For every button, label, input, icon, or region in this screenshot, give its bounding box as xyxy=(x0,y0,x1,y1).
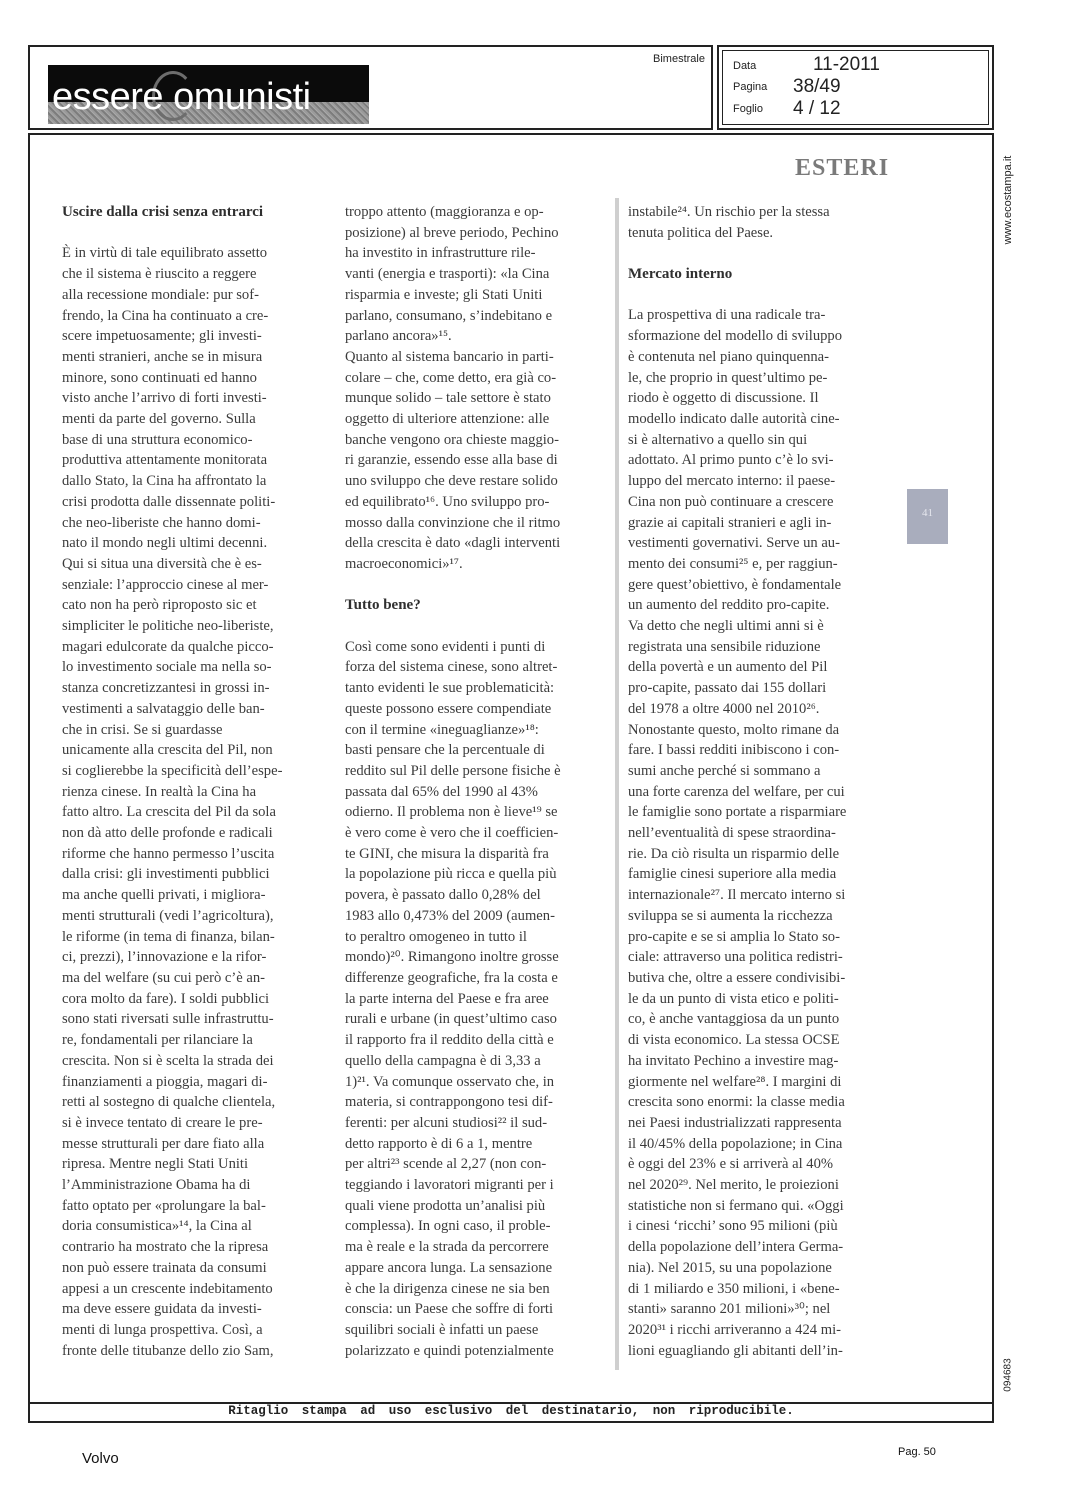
text-line: fatto altro. La crescita del Pil da sola xyxy=(62,804,276,821)
text-line: La prospettiva di una radicale tra- xyxy=(628,307,826,324)
text-line: della crescita è dato «dagli interventi xyxy=(345,535,561,552)
text-line: nel 2020²⁹. Nel merito, le proiezioni xyxy=(628,1177,839,1194)
text-line: ci, prezzi), l’innovazione e la rifor- xyxy=(62,949,267,966)
text-line: una forte carenza del welfare, per cui xyxy=(628,783,845,800)
text-line: vestimenti governativi. Serve un au- xyxy=(628,535,840,552)
text-line: doria consumistica»¹⁴, la Cina al xyxy=(62,1218,252,1235)
text-line: di 1 miliardo e 350 milioni, i «bene- xyxy=(628,1280,840,1297)
text-line: macroeconomici»¹⁷. xyxy=(345,555,463,572)
text-line: frendo, la Cina ha continuato a cre- xyxy=(62,307,269,324)
text-line: che in crisi. Se si guardasse xyxy=(62,721,223,738)
text-line: quali viene prodotta un’analisi più xyxy=(345,1197,546,1214)
text-line: butiva che, oltre a essere condivisibi- xyxy=(628,969,846,986)
text-line: lioni eguagliando gli abitanti dell’in- xyxy=(628,1342,843,1359)
text-line: menti da parte del governo. Sulla xyxy=(62,411,256,428)
text-line: ma del welfare (su cui però c’è an- xyxy=(62,970,265,986)
text-line: instabile²⁴. Un rischio per la stessa xyxy=(628,204,830,220)
text-line: dalla crisi: gli investimenti pubblici xyxy=(62,866,270,883)
text-line: modello indicato dalle autorità cine- xyxy=(628,411,840,427)
text-line: della popolazione dell’intera Germa- xyxy=(628,1239,844,1256)
text-line: banche vengono ora chieste maggio- xyxy=(345,431,559,448)
text-line: mondo)²⁰. Rimangono inoltre grosse xyxy=(345,949,559,966)
text-line: forza del sistema cinese, sono altret- xyxy=(345,659,558,676)
text-line: complessa). In ogni caso, il proble- xyxy=(345,1218,551,1235)
text-line: È in virtù di tale equilibrato assetto xyxy=(62,245,268,262)
text-line: fare. I bassi redditi inibiscono i con- xyxy=(628,742,840,759)
text-line: povera, è passato dallo 0,28% del xyxy=(345,887,541,904)
text-line: mosso dalla convinzione che il ritmo xyxy=(345,514,561,531)
text-line: grazie ai capitali stranieri e agli in- xyxy=(628,514,832,531)
text-line: ma è reale e la strada da percorrere xyxy=(345,1239,549,1256)
text-line: conscia: un Paese che soffre di forti xyxy=(345,1301,554,1318)
text-line: te GINI, che misura la disparità fra xyxy=(345,845,549,862)
text-line: Nonostante questo, molto rimane da xyxy=(628,721,840,738)
text-line: sviluppa se si aumenta la ricchezza xyxy=(628,907,833,924)
text-line: è oggi del 23% e si arriverà al 40% xyxy=(628,1156,834,1173)
text-line: riodo è oggetto di discussione. Il xyxy=(628,390,819,407)
section-subheading: Tutto bene? xyxy=(345,597,421,614)
text-line: alla recessione mondiale: pur sof- xyxy=(62,286,259,303)
paragraph-gap xyxy=(628,243,890,264)
text-line: per altri²³ scende al 2,27 (non con- xyxy=(345,1156,547,1173)
text-line: menti strutturali (vedi l’agricoltura), xyxy=(62,907,274,924)
text-line: 1)²¹. Va comunque osservato che, in xyxy=(345,1073,555,1090)
logo-text: essere omunisti xyxy=(52,76,311,118)
text-line: 1983 allo 0,473% del 2009 (aumen- xyxy=(345,907,555,924)
text-line: mento dei consumi²⁵ e, per raggiun- xyxy=(628,555,838,572)
text-line: scere impetuosamente; gli investi- xyxy=(62,328,262,345)
text-line: le famiglie sono portate a risparmiare xyxy=(628,804,847,821)
text-line: detto rapporto è di 6 a 1, mentre xyxy=(345,1135,533,1152)
text-line: posizione) al breve periodo, Pechino xyxy=(345,224,559,241)
meta-label: Foglio xyxy=(733,103,763,115)
text-line: produttiva attentamente monitorata xyxy=(62,452,268,469)
text-line: oggetto di ulteriore attenzione: alle xyxy=(345,411,550,428)
text-line: re, fondamentali per rilanciare la xyxy=(62,1032,253,1049)
paragraph-gap xyxy=(345,616,607,637)
masthead-box xyxy=(28,45,713,130)
paragraph-gap xyxy=(628,285,890,306)
text-line: Qui si situa una diversità che è es- xyxy=(62,555,262,572)
article-column-3 xyxy=(628,202,890,1361)
text-line: dallo Stato, la Cina ha affrontato la xyxy=(62,473,267,490)
text-line: tanto evidenti le sue problematicità: xyxy=(345,680,555,697)
text-line: un aumento del reddito pro-capite. xyxy=(628,597,830,614)
text-line: crescita. Non si è scelta la strada dei xyxy=(62,1052,274,1069)
text-line: sono stati riversati sulle infrastruttu- xyxy=(62,1011,274,1028)
text-line: la parte interna del Paese e fra aree xyxy=(345,990,549,1007)
text-line: rienza cinese. In realtà la Cina ha xyxy=(62,783,257,800)
text-line: basti pensare che la percentuale di xyxy=(345,742,545,759)
text-line: registrata una sensibile riduzione xyxy=(628,638,821,655)
text-line: rurali e urbane (in quest’ultimo caso xyxy=(345,1011,557,1028)
text-line: luppo del mercato interno: il paese- xyxy=(628,473,836,490)
text-line: ciale: attraverso una politica redistri- xyxy=(628,949,843,966)
text-line: to peraltro omogeneo in tutto il xyxy=(345,928,527,945)
text-line: Così come sono evidenti i punti di xyxy=(345,638,546,655)
text-line: internazionale²⁷. Il mercato interno si xyxy=(628,887,846,904)
text-line: si è alternativo a quello sin qui xyxy=(628,431,808,448)
text-line: ed equilibrato¹⁶. Uno sviluppo pro- xyxy=(345,493,550,510)
text-line: co, è anche vantaggiosa da un punto xyxy=(628,1011,840,1028)
text-line: retti al sostegno di qualche clientela, xyxy=(62,1094,276,1111)
disclaimer: Ritaglio stampa ad uso esclusivo del destinatario, non riproducibile. xyxy=(228,1404,794,1418)
text-line: ri garanzie, essendo esse alla base di xyxy=(345,452,558,469)
text-line: uno sviluppo che deve restare solido xyxy=(345,473,558,490)
text-line: materia, si contrappongono tesi dif- xyxy=(345,1094,553,1111)
text-line: stanza concretizzantesi in grossi in- xyxy=(62,680,270,697)
text-line: passata dal 65% del 1990 al 43% xyxy=(345,783,538,800)
text-line: della povertà e un aumento del Pil xyxy=(628,659,828,676)
text-line: odierno. Il problema non è lieve¹⁹ se xyxy=(345,804,558,821)
text-line: gere quest’obiettivo, è fondamentale xyxy=(628,576,842,593)
text-line: queste possono essere compendiate xyxy=(345,700,552,717)
text-line: si è invece tentato di creare le pre- xyxy=(62,1114,263,1131)
text-line: menti stranieri, anche se in misura xyxy=(62,348,263,365)
text-line: differenze geografiche, fra la costa e xyxy=(345,969,558,986)
text-line: stanti» saranno 201 milioni»³⁰; nel xyxy=(628,1301,831,1318)
text-line: base di una struttura economico- xyxy=(62,431,253,448)
metadata-box xyxy=(717,45,994,130)
text-line: senziale: l’approccio cinese al mer- xyxy=(62,576,269,593)
text-line: finanziamenti a pioggia, magari di- xyxy=(62,1073,268,1090)
text-line: lo investimento sociale ma nella so- xyxy=(62,659,272,676)
text-line: crescita sono enormi: la classe media xyxy=(628,1094,845,1111)
text-line: che il sistema è riuscito a reggere xyxy=(62,266,257,283)
text-line: del 1978 a oltre 4000 nel 2010²⁶. xyxy=(628,700,820,717)
text-line: l’Amministrazione Obama ha di xyxy=(62,1177,251,1194)
text-line: si coglierebbe la specificità dell’espe- xyxy=(62,762,283,779)
text-line: è contenuta nel piano quinquenna- xyxy=(628,348,829,365)
text-line: teggiando i lavoratori migranti per i xyxy=(345,1177,554,1194)
text-line: minore, sono continuati ed hanno xyxy=(62,369,257,386)
text-line: Quanto al sistema bancario in parti- xyxy=(345,348,554,365)
text-line: riforme che hanno permesso l’uscita xyxy=(62,845,275,862)
article-column-1 xyxy=(62,202,324,1361)
paragraph-gap xyxy=(345,575,607,596)
text-line: statistiche non si fermano qui. «Oggi xyxy=(628,1197,844,1214)
text-line: Va detto che negli ultimi anni si è xyxy=(628,618,824,635)
text-line: reddito sul Pil delle persone fisiche è xyxy=(345,762,561,779)
text-line: di vista economico. La stessa OCSE xyxy=(628,1032,840,1049)
text-line: cora molto da fare). I soldi pubblici xyxy=(62,990,270,1007)
text-line: simpliciter le politiche neo-liberiste, xyxy=(62,618,274,635)
text-line: visto anche l’arrivo di forti investi- xyxy=(62,390,267,407)
meta-label: Data xyxy=(733,60,757,72)
text-line: non dà atto delle profonde e radicali xyxy=(62,825,273,842)
text-line: ha investito in infrastrutture rile- xyxy=(345,245,536,262)
text-line: risparmia e investe; gli Stati Uniti xyxy=(345,286,543,303)
text-line: pro-capite e se si amplia lo Stato so- xyxy=(628,928,840,945)
text-line: sformazione del modello di sviluppo xyxy=(628,328,843,345)
meta-label: Pagina xyxy=(733,81,768,93)
text-line: ma deve essere guidata da investi- xyxy=(62,1301,262,1318)
text-line: fronte delle titubanze dello zio Sam, xyxy=(62,1342,274,1359)
text-line: vanti (energia e trasporti): «la Cina xyxy=(345,266,550,283)
text-line: ripresa. Mentre negli Stati Uniti xyxy=(62,1156,249,1173)
text-line: sumi anche perché si sommano a xyxy=(628,762,821,779)
side-code: 094683 xyxy=(1002,1358,1014,1392)
meta-value: 38/49 xyxy=(793,76,841,97)
text-line: la popolazione più ricca e quella più xyxy=(345,866,557,883)
text-line: polarizzato e quindi potenzialmente xyxy=(345,1342,554,1359)
text-line: famiglie cinesi superiore alla media xyxy=(628,866,837,883)
text-line: ha invitato Pechino a investire mag- xyxy=(628,1052,839,1069)
text-line: cato non ha però riproposto sic et xyxy=(62,597,257,614)
text-line: è che la dirigenza cinese ne sia ben xyxy=(345,1280,550,1297)
text-line: è vero come è vero che il coefficien- xyxy=(345,825,559,842)
text-line: le, che proprio in quest’ultimo pe- xyxy=(628,369,828,386)
text-line: squilibri sociali è infatti un paese xyxy=(345,1321,539,1338)
text-line: 2020³¹ i ricchi arriveranno a 424 mi- xyxy=(628,1321,841,1338)
text-line: quello della campagna è di 3,33 a xyxy=(345,1052,541,1069)
text-line: tenuta politica del Paese. xyxy=(628,224,774,241)
text-line: adottato. Al primo punto c’è lo svi- xyxy=(628,452,834,469)
text-line: fatto optato per «prolungare la bal- xyxy=(62,1197,266,1214)
text-line: ferenti: per alcuni studiosi²² il sud- xyxy=(345,1114,548,1131)
text-line: contrario ha mostrato che la ripresa xyxy=(62,1239,269,1256)
meta-value: 4 / 12 xyxy=(793,98,841,119)
text-line: appare ancora lunga. La sensazione xyxy=(345,1259,553,1276)
text-line: messe strutturali per dare fiato alla xyxy=(62,1135,265,1152)
page-number: Pag. 50 xyxy=(898,1446,936,1458)
text-line: pro-capite, passato dai 155 dollari xyxy=(628,680,827,697)
magazine-page-tab: 41 xyxy=(907,489,948,544)
text-line: vestimenti a salvataggio delle ban- xyxy=(62,700,265,717)
text-line: munque solido – tale settore è stato xyxy=(345,390,551,407)
meta-value: 11-2011 xyxy=(813,54,880,75)
paragraph-gap xyxy=(62,223,324,244)
article-column-2 xyxy=(345,202,607,1361)
text-line: giormente nel welfare²⁸. I margini di xyxy=(628,1073,842,1090)
text-line: crisi prodotta dalle dissennate politi- xyxy=(62,493,276,510)
text-line: Cina non può continuare a crescere xyxy=(628,493,834,510)
text-line: colare – che, come detto, era già co- xyxy=(345,369,557,386)
section-subheading: Mercato interno xyxy=(628,266,733,283)
text-line: non può essere trainata da consumi xyxy=(62,1259,267,1276)
text-line: ma anche quelli privati, i migliora- xyxy=(62,887,266,904)
section-subheading: Uscire dalla crisi senza entrarci xyxy=(62,204,264,220)
text-line: unicamente alla crescita del Pil, non xyxy=(62,742,273,759)
text-line: nato il mondo negli ultimi decenni. xyxy=(62,535,268,552)
text-line: il rapporto fra il reddito della città e xyxy=(345,1032,554,1049)
frequency-label: Bimestrale xyxy=(653,53,705,65)
text-line: parlano ancora»¹⁵. xyxy=(345,328,452,345)
column-rule xyxy=(615,198,619,1370)
text-line: le da un punto di vista etico e politi- xyxy=(628,990,839,1007)
text-line: troppo attento (maggioranza e op- xyxy=(345,204,544,220)
text-line: menti di lunga prospettiva. Così, a xyxy=(62,1321,263,1338)
side-url: www.ecostampa.it xyxy=(1002,155,1014,245)
text-line: magari edulcorate da qualche picco- xyxy=(62,638,274,655)
section-title: ESTERI xyxy=(795,155,890,181)
publication-logo xyxy=(48,65,369,124)
text-line: rie. Da ciò risulta un risparmio delle xyxy=(628,845,840,862)
text-line: appesi a un crescente indebitamento xyxy=(62,1280,273,1297)
text-line: i cinesi ‘ricchi’ sono 95 milioni (più xyxy=(628,1218,838,1235)
client-name: Volvo xyxy=(82,1450,119,1467)
text-line: il 40/45% della popolazione; in Cina xyxy=(628,1135,843,1152)
text-line: con il termine «ineguaglianze»¹⁸: xyxy=(345,721,539,738)
text-line: nell’eventualità di spese straordina- xyxy=(628,825,836,842)
text-line: parlano, consumano, s’indebitano e xyxy=(345,307,553,324)
text-line: le riforme (in tema di finanza, bilan- xyxy=(62,928,275,945)
text-line: che neo-liberiste che hanno domi- xyxy=(62,514,261,531)
text-line: nia). Nel 2015, su una popolazione xyxy=(628,1259,832,1276)
text-line: nei Paesi industrializzati rappresenta xyxy=(628,1114,842,1131)
